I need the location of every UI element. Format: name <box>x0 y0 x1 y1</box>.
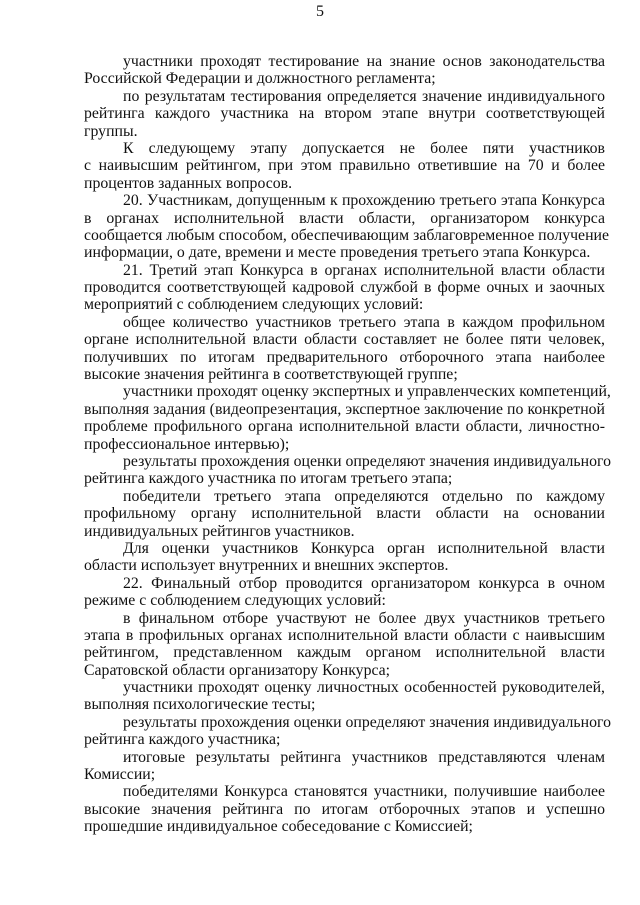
text-line: победители третьего этапа определяются отдельно по каждому <box>123 487 605 505</box>
text-line: рейтинга каждого участника на втором этапе внутри соответствующей <box>84 105 605 123</box>
text-line: 21. Третий этап Конкурса в органах исполнительной власти области <box>123 261 605 279</box>
text-line: участники проходят оценку экспертных и управленческих компетенций, <box>123 383 611 401</box>
paragraph <box>84 679 605 714</box>
paragraph <box>84 140 605 192</box>
paragraph <box>84 53 605 88</box>
text-line: Для оценки участников Конкурса орган исполнительной власти <box>123 539 605 557</box>
text-line: 20. Участникам, допущенным к прохождению третьего этапа Конкурса <box>123 192 605 210</box>
paragraph <box>84 783 605 835</box>
paragraph <box>84 540 605 575</box>
text-line: участники проходят оценку личностных особенностей руководителей, <box>123 679 605 697</box>
text-line: органе исполнительной власти области составляет не более пяти человек, <box>84 331 605 349</box>
text-line: этапа в профильных органах исполнительной власти области с наивысшим <box>84 626 605 644</box>
text-line: с наивысшим рейтингом, при этом правильно ответившие на 70 и более <box>84 157 605 175</box>
text-line: в органах исполнительной власти области, организатором конкурса <box>84 209 605 227</box>
text-line: прошедшие индивидуальное собеседование с Комиссией; <box>84 818 473 836</box>
document-body <box>84 53 611 836</box>
page-number: 5 <box>316 3 324 20</box>
text-line: получивших по итогам предварительного отборочного этапа наиболее <box>84 348 605 366</box>
paragraph <box>84 749 605 784</box>
text-line: рейтингом, представленном каждым органом исполнительной власти <box>84 644 605 662</box>
text-line: рейтинга каждого участника; <box>84 731 281 749</box>
text-line: Российской Федерации и должностного регламента; <box>84 70 436 88</box>
text-line: сообщается любым способом, обеспечивающим заблаговременное получение <box>84 226 609 244</box>
text-line: процентов заданных вопросов. <box>84 174 293 192</box>
text-line: области использует внутренних и внешних экспертов. <box>84 557 449 575</box>
text-line: Комиссии; <box>84 766 156 784</box>
paragraph <box>84 383 611 453</box>
text-line: К следующему этапу допускается не более пяти участников <box>123 139 605 157</box>
paragraph <box>84 452 611 488</box>
paragraph <box>84 314 605 384</box>
text-line: рейтинга каждого участника по итогам третьего этапа; <box>84 470 453 488</box>
text-line: победителями Конкурса становятся участники, получившие наиболее <box>123 783 605 801</box>
text-line: мероприятий с соблюдением следующих условий: <box>84 296 424 314</box>
text-line: проблеме профильного органа исполнительной власти области, личностно- <box>84 418 605 436</box>
text-line: общее количество участников третьего этапа в каждом профильном <box>123 313 605 331</box>
text-line: профессиональное интервью); <box>84 435 290 453</box>
paragraph <box>84 262 605 314</box>
text-line: высокие значения рейтинга по итогам отборочных этапов и успешно <box>84 800 605 818</box>
paragraph <box>84 610 605 680</box>
paragraph <box>84 192 609 262</box>
text-line: группы. <box>84 122 138 140</box>
text-line: индивидуальных рейтингов участников. <box>84 522 355 540</box>
paragraph <box>84 575 605 610</box>
paragraph <box>84 488 605 540</box>
text-line: в финальном отборе участвуют не более двух участников третьего <box>123 609 605 627</box>
paragraph <box>84 713 611 749</box>
text-line: участники проходят тестирование на знание основ законодательства <box>123 53 605 70</box>
text-line: 22. Финальный отбор проводится организатором конкурса в очном <box>123 574 605 592</box>
text-line: режиме с соблюдением следующих условий: <box>84 592 386 610</box>
text-line: Саратовской области организатору Конкурса; <box>84 661 391 679</box>
text-line: информации, о дате, времени и месте проведения третьего этапа Конкурса. <box>84 244 591 262</box>
text-line: проводится соответствующей кадровой службой в форме очных и заочных <box>84 279 605 297</box>
text-line: результаты прохождения оценки определяют значения индивидуального <box>123 713 611 731</box>
text-line: итоговые результаты рейтинга участников представляются членам <box>123 748 605 766</box>
text-line: выполняя психологические тесты; <box>84 696 316 714</box>
text-line: профильному органу исполнительной власти области на основании <box>84 505 605 523</box>
text-line: по результатам тестирования определяется значение индивидуального <box>123 87 605 105</box>
text-line: высокие значения рейтинга в соответствующей группе; <box>84 366 458 384</box>
text-line: результаты прохождения оценки определяют значения индивидуального <box>123 452 611 470</box>
paragraph <box>84 88 605 140</box>
text-line: выполняя задания (видеопрезентация, экспертное заключение по конкретной <box>84 400 605 418</box>
